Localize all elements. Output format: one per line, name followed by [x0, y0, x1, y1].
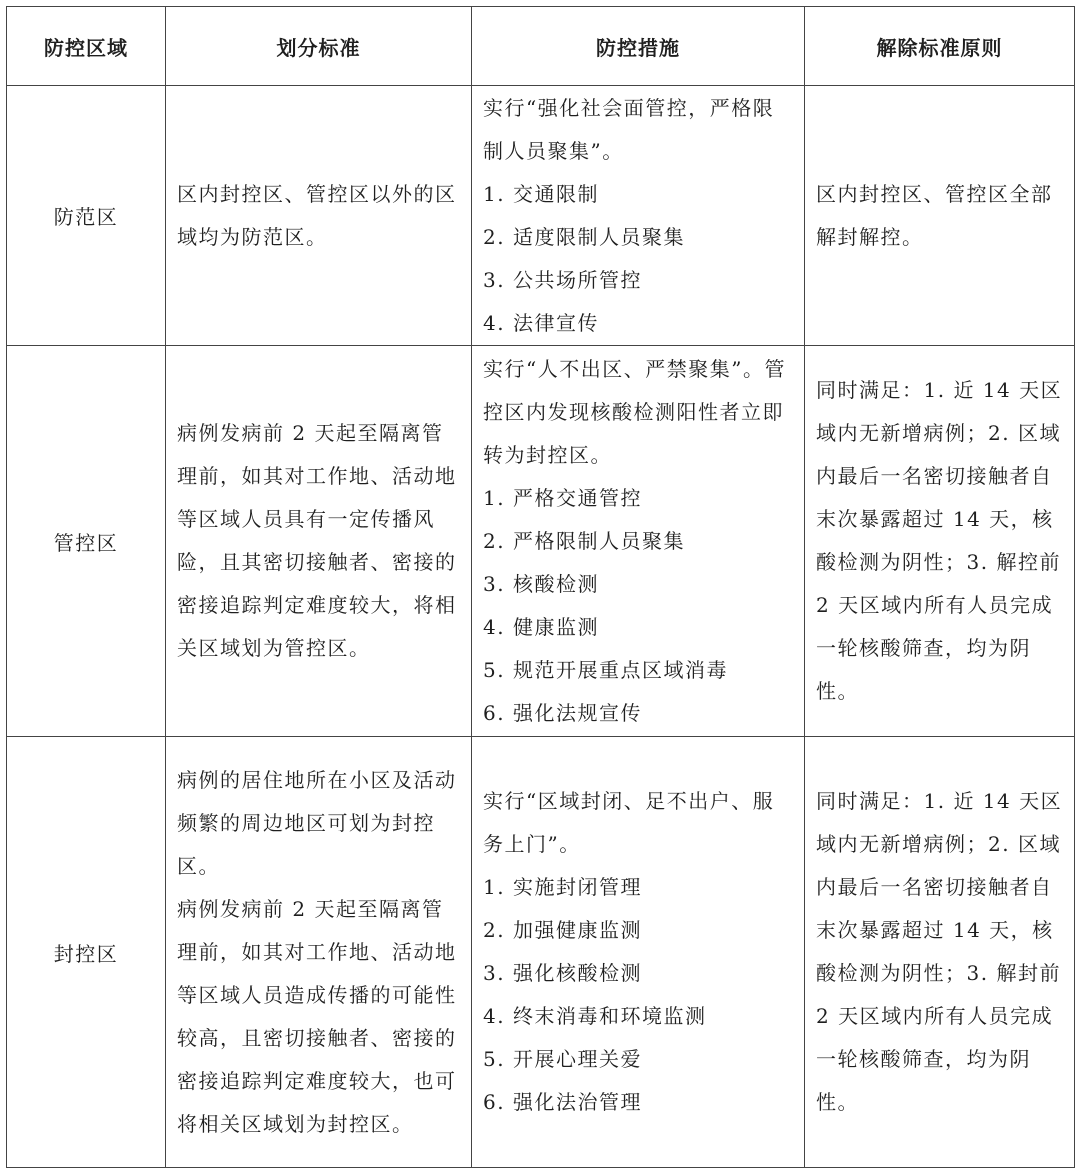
header-zone: 防控区域	[7, 7, 166, 86]
measures-cell	[472, 86, 805, 346]
measure-item: 2. 适度限制人员聚集	[483, 224, 685, 249]
measure-item: 4. 终末消毒和环境监测	[483, 1004, 707, 1028]
zone-name-cell	[7, 737, 166, 1168]
header-lifting: 解除标准原则	[805, 7, 1075, 86]
measure-item: 1. 实施封闭管理	[483, 875, 642, 899]
measure-item: 2. 加强健康监测	[483, 918, 642, 942]
zone-name-cell	[7, 86, 166, 346]
measure-item: 4. 健康监测	[483, 614, 599, 639]
criteria-paragraph: 病例的居住地所在小区及活动频繁的周边地区可划为封控区。	[177, 767, 457, 878]
measure-item: 3. 核酸检测	[483, 571, 599, 596]
lifting-paragraph: 同时满足：1. 近 14 天区域内无新增病例；2. 区域内最后一名密切接触者自末次暴露超过 14 天，核酸检测为阴性；3. 解封前 2 天区域内所有人员完成一轮核酸筛查，均为阴性。	[816, 789, 1063, 1114]
measure-item: 6. 强化法治管理	[483, 1090, 642, 1114]
measure-item: 5. 开展心理关爱	[483, 1047, 642, 1071]
measure-item: 4. 法律宣传	[483, 310, 599, 335]
criteria-cell	[166, 86, 472, 346]
measures-cell	[472, 737, 805, 1168]
header-criteria: 划分标准	[166, 7, 472, 86]
header-measures: 防控措施	[472, 7, 805, 86]
criteria-paragraph: 病例发病前 2 天起至隔离管理前，如其对工作地、活动地等区域人员具有一定传播风险，且其密切接触者、密接的密接追踪判定难度较大，将相关区域划为管控区。	[177, 421, 457, 660]
lifting-cell	[805, 86, 1075, 346]
criteria-paragraph: 区内封控区、管控区以外的区域均为防范区。	[177, 181, 457, 249]
measure-item: 6. 强化法规宣传	[483, 700, 642, 725]
measures-intro: 实行“强化社会面管控，严格限制人员聚集”。	[483, 95, 775, 163]
measure-item: 1. 严格交通管控	[483, 485, 642, 510]
lifting-cell	[805, 737, 1075, 1168]
criteria-cell	[166, 737, 472, 1168]
measure-item: 3. 强化核酸检测	[483, 961, 642, 985]
lifting-paragraph: 同时满足：1. 近 14 天区域内无新增病例；2. 区域内最后一名密切接触者自末次暴露超过 14 天，核酸检测为阴性；3. 解控前 2 天区域内所有人员完成一轮核酸筛查，均为阴性。	[816, 378, 1063, 703]
zone-name: 管控区	[53, 530, 119, 555]
measure-item: 2. 严格限制人员聚集	[483, 528, 685, 553]
zone-name-cell	[7, 346, 166, 737]
measure-item: 1. 交通限制	[483, 181, 599, 206]
measure-item: 3. 公共场所管控	[483, 267, 642, 292]
lifting-paragraph: 区内封控区、管控区全部解封解控。	[816, 181, 1053, 249]
measures-cell	[472, 346, 805, 737]
table-row	[7, 86, 1075, 346]
measure-item: 5. 规范开展重点区域消毒	[483, 657, 728, 682]
lifting-cell	[805, 346, 1075, 737]
criteria-paragraph: 病例发病前 2 天起至隔离管理前，如其对工作地、活动地等区域人员造成传播的可能性较高，且密切接触者、密接的密接追踪判定难度较大，也可将相关区域划为封控区。	[177, 896, 457, 1136]
measures-intro: 实行“人不出区、严禁聚集”。管控区内发现核酸检测阳性者立即转为封控区。	[483, 356, 786, 467]
criteria-cell	[166, 346, 472, 737]
table-row	[7, 346, 1075, 737]
header-row	[7, 7, 1075, 86]
zone-name: 防范区	[53, 205, 119, 229]
zone-name: 封控区	[53, 941, 119, 966]
table-row	[7, 737, 1075, 1168]
measures-intro: 实行“区域封闭、足不出户、服务上门”。	[483, 789, 775, 856]
prevention-zone-table	[6, 6, 1075, 1168]
